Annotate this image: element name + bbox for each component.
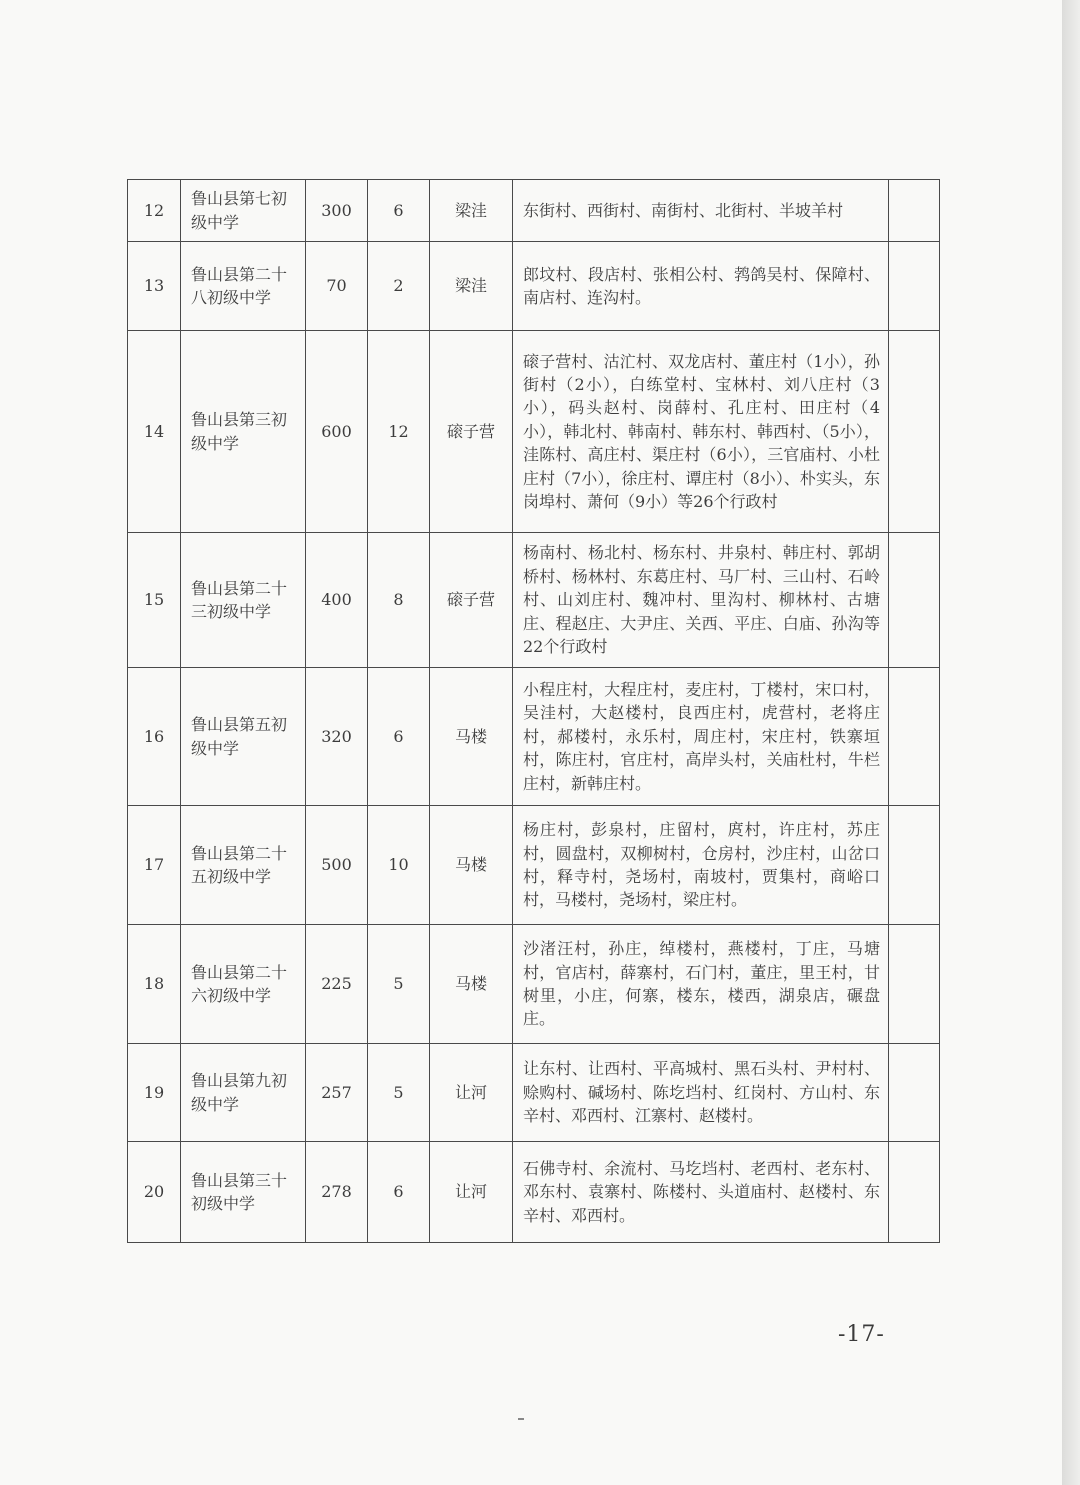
remarks-cell bbox=[889, 1142, 940, 1243]
class-count: 6 bbox=[368, 1142, 430, 1243]
student-count: 320 bbox=[306, 668, 368, 806]
table-row bbox=[128, 925, 940, 1044]
table-row bbox=[128, 1044, 940, 1142]
table-row bbox=[128, 1142, 940, 1243]
village-list: 郎坟村、段店村、张相公村、鹁鸽吴村、保障村、南店村、连沟村。 bbox=[513, 242, 889, 331]
class-count: 6 bbox=[368, 180, 430, 242]
remarks-cell bbox=[889, 925, 940, 1044]
township-name: 让河 bbox=[430, 1142, 513, 1243]
remarks-cell bbox=[889, 180, 940, 242]
row-number: 18 bbox=[128, 925, 181, 1044]
township-name: 让河 bbox=[430, 1044, 513, 1142]
class-count: 10 bbox=[368, 806, 430, 925]
school-name: 鲁山县第二十五初级中学 bbox=[181, 806, 306, 925]
remarks-cell bbox=[889, 1044, 940, 1142]
remarks-cell bbox=[889, 806, 940, 925]
school-name: 鲁山县第二十六初级中学 bbox=[181, 925, 306, 1044]
remarks-cell bbox=[889, 242, 940, 331]
row-number: 20 bbox=[128, 1142, 181, 1243]
township-name: 磙子营 bbox=[430, 331, 513, 533]
student-count: 70 bbox=[306, 242, 368, 331]
page-number: -17- bbox=[838, 1322, 885, 1347]
village-list: 杨庄村，彭泉村，庄留村，庹村，许庄村，苏庄村，圆盘村，双柳树村，仓房村，沙庄村，山岔口村，释寺村，尧场村，南坡村，贾集村，商峪口村，马楼村，尧场村，梁庄村。 bbox=[513, 806, 889, 925]
township-name: 梁洼 bbox=[430, 180, 513, 242]
township-name: 马楼 bbox=[430, 806, 513, 925]
table-row bbox=[128, 806, 940, 925]
row-number: 19 bbox=[128, 1044, 181, 1142]
remarks-cell bbox=[889, 533, 940, 668]
row-number: 17 bbox=[128, 806, 181, 925]
class-count: 12 bbox=[368, 331, 430, 533]
class-count: 5 bbox=[368, 925, 430, 1044]
student-count: 300 bbox=[306, 180, 368, 242]
row-number: 13 bbox=[128, 242, 181, 331]
village-list: 杨南村、杨北村、杨东村、井泉村、韩庄村、郭胡桥村、杨林村、东葛庄村、马厂村、三山村、石岭村、山刘庄村、魏冲村、里沟村、柳林村、古塘庄、程赵庄、大尹庄、关西、平庄、白庙、孙沟等22个行政村 bbox=[513, 533, 889, 668]
village-list: 让东村、让西村、平高城村、黑石头村、尹村村、赊购村、碱场村、陈圪垱村、红岗村、方山村、东辛村、邓西村、江寨村、赵楼村。 bbox=[513, 1044, 889, 1142]
student-count: 400 bbox=[306, 533, 368, 668]
student-count: 600 bbox=[306, 331, 368, 533]
township-name: 马楼 bbox=[430, 925, 513, 1044]
school-name: 鲁山县第二十三初级中学 bbox=[181, 533, 306, 668]
township-name: 磙子营 bbox=[430, 533, 513, 668]
page-edge bbox=[1062, 0, 1080, 1485]
class-count: 5 bbox=[368, 1044, 430, 1142]
row-number: 16 bbox=[128, 668, 181, 806]
table-row bbox=[128, 242, 940, 331]
village-list: 东街村、西街村、南街村、北街村、半坡羊村 bbox=[513, 180, 889, 242]
table-row bbox=[128, 533, 940, 668]
village-list: 沙渚汪村，孙庄，绰楼村，燕楼村，丁庄，马塘村，官店村，薛寨村，石门村，董庄，里王村，甘树里，小庄，何寨，楼东，楼西，湖泉店，碾盘庄。 bbox=[513, 925, 889, 1044]
school-district-table bbox=[127, 179, 940, 1243]
row-number: 14 bbox=[128, 331, 181, 533]
township-name: 梁洼 bbox=[430, 242, 513, 331]
table-row bbox=[128, 668, 940, 806]
village-list: 石佛寺村、余流村、马圪垱村、老西村、老东村、邓东村、袁寨村、陈楼村、头道庙村、赵楼村、东辛村、邓西村。 bbox=[513, 1142, 889, 1243]
school-name: 鲁山县第九初级中学 bbox=[181, 1044, 306, 1142]
table-row bbox=[128, 180, 940, 242]
school-name: 鲁山县第五初级中学 bbox=[181, 668, 306, 806]
township-name: 马楼 bbox=[430, 668, 513, 806]
table-row bbox=[128, 331, 940, 533]
row-number: 15 bbox=[128, 533, 181, 668]
student-count: 257 bbox=[306, 1044, 368, 1142]
village-list: 小程庄村，大程庄村，麦庄村，丁楼村，宋口村，吴洼村，大赵楼村，良西庄村，虎营村，老将庄村，郝楼村，永乐村，周庄村，宋庄村，铁寨垣村，陈庄村，官庄村，高岸头村，关庙杜村，牛栏庄村，新韩庄村。 bbox=[513, 668, 889, 806]
remarks-cell bbox=[889, 331, 940, 533]
school-name: 鲁山县第三初级中学 bbox=[181, 331, 306, 533]
school-name: 鲁山县第三十初级中学 bbox=[181, 1142, 306, 1243]
class-count: 6 bbox=[368, 668, 430, 806]
student-count: 278 bbox=[306, 1142, 368, 1243]
row-number: 12 bbox=[128, 180, 181, 242]
scan-speck bbox=[518, 1418, 524, 1420]
village-list: 磙子营村、沽汒村、双龙店村、董庄村（1小），孙街村（2小），白练堂村、宝林村、刘八庄村（3小），码头赵村、岗薛村、孔庄村、田庄村（4小），韩北村、韩南村、韩东村、韩西村、（5小），洼陈村、高庄村、渠庄村（6小），三官庙村、小杜庄村（7小），徐庄村、谭庄村（8小）、朴实头，东岗埠村、萧何（9小）等26个行政村 bbox=[513, 331, 889, 533]
student-count: 500 bbox=[306, 806, 368, 925]
student-count: 225 bbox=[306, 925, 368, 1044]
class-count: 8 bbox=[368, 533, 430, 668]
class-count: 2 bbox=[368, 242, 430, 331]
school-name: 鲁山县第二十八初级中学 bbox=[181, 242, 306, 331]
school-name: 鲁山县第七初级中学 bbox=[181, 180, 306, 242]
remarks-cell bbox=[889, 668, 940, 806]
